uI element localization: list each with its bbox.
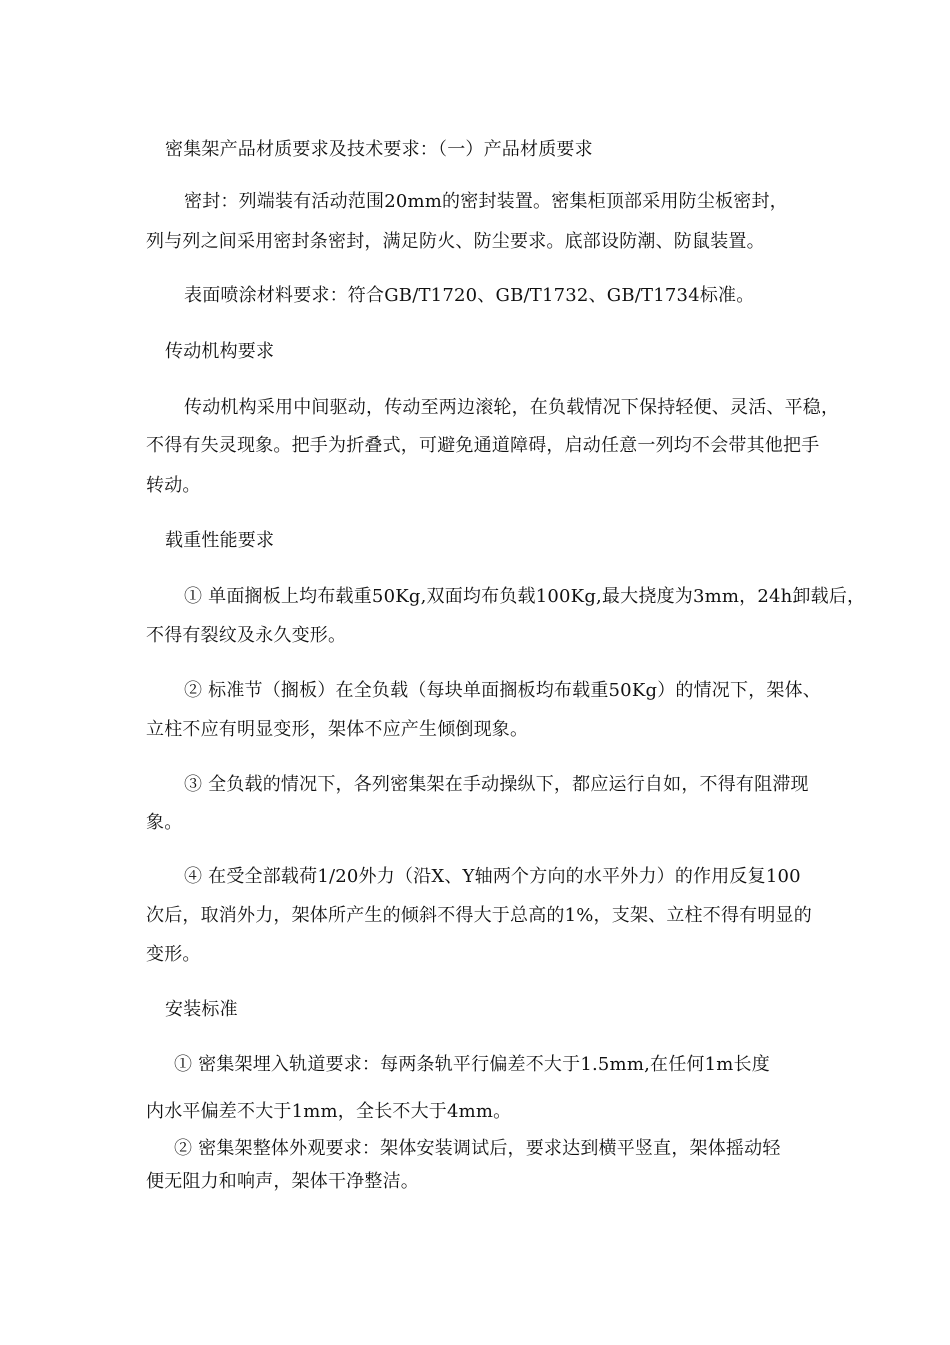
- load-item-1-line-1: ① 单面搁板上均布载重50Kg,双面均布负载100Kg,最大挠度为3mm，24h卸载后，: [184, 586, 866, 607]
- load-item-2-line-1: ② 标准节（搁板）在全负载（每块单面搁板均布载重50Kg）的情况下，架体、: [184, 680, 821, 701]
- transmission-paragraph-line-1: 传动机构采用中间驱动，传动至两边滚轮，在负载情况下保持轻便、灵活、平稳，: [184, 397, 840, 418]
- section-heading-transmission: 传动机构要求: [165, 341, 275, 362]
- seal-paragraph-line-2: 列与列之间采用密封条密封，满足防火、防尘要求。底部设防潮、防鼠装置。: [146, 231, 765, 252]
- seal-paragraph-line-1: 密封：列端装有活动范围20mm的密封装置。密集柜顶部采用防尘板密封，: [184, 191, 788, 212]
- load-item-1-line-2: 不得有裂纹及永久变形。: [146, 625, 347, 646]
- load-item-3-line-2: 象。: [146, 812, 183, 833]
- section-heading-installation: 安装标准: [165, 999, 238, 1020]
- load-item-3-line-1: ③ 全负载的情况下，各列密集架在手动操纵下，都应运行自如，不得有阻滞现: [184, 774, 809, 795]
- install-item-1-line-2: 内水平偏差不大于1mm，全长不大于4mm。: [146, 1101, 512, 1122]
- transmission-paragraph-line-2: 不得有失灵现象。把手为折叠式，可避免通道障碍，启动任意一列均不会带其他把手: [146, 435, 820, 456]
- transmission-paragraph-line-3: 转动。: [146, 475, 201, 496]
- install-item-2-line-2: 便无阻力和响声，架体干净整洁。: [146, 1171, 419, 1192]
- load-item-4-line-3: 变形。: [146, 944, 201, 965]
- section-heading-load: 载重性能要求: [165, 530, 275, 551]
- load-item-4-line-2: 次后，取消外力，架体所产生的倾斜不得大于总高的1%，支架、立柱不得有明显的: [146, 905, 812, 926]
- load-item-2-line-2: 立柱不应有明显变形，架体不应产生倾倒现象。: [146, 719, 529, 740]
- document-title: 密集架产品材质要求及技术要求：（一）产品材质要求: [165, 139, 593, 160]
- load-item-4-line-1: ④ 在受全部载荷1/20外力（沿X、Y轴两个方向的水平外力）的作用反复100: [184, 866, 801, 887]
- install-item-2-line-1: ② 密集架整体外观要求：架体安装调试后，要求达到横平竖直，架体摇动轻: [174, 1138, 781, 1159]
- install-item-1-line-1: ① 密集架埋入轨道要求：每两条轨平行偏差不大于1.5mm,在任何1m长度: [174, 1054, 770, 1075]
- coating-paragraph: 表面喷涂材料要求：符合GB/T1720、GB/T1732、GB/T1734标准。: [184, 285, 755, 306]
